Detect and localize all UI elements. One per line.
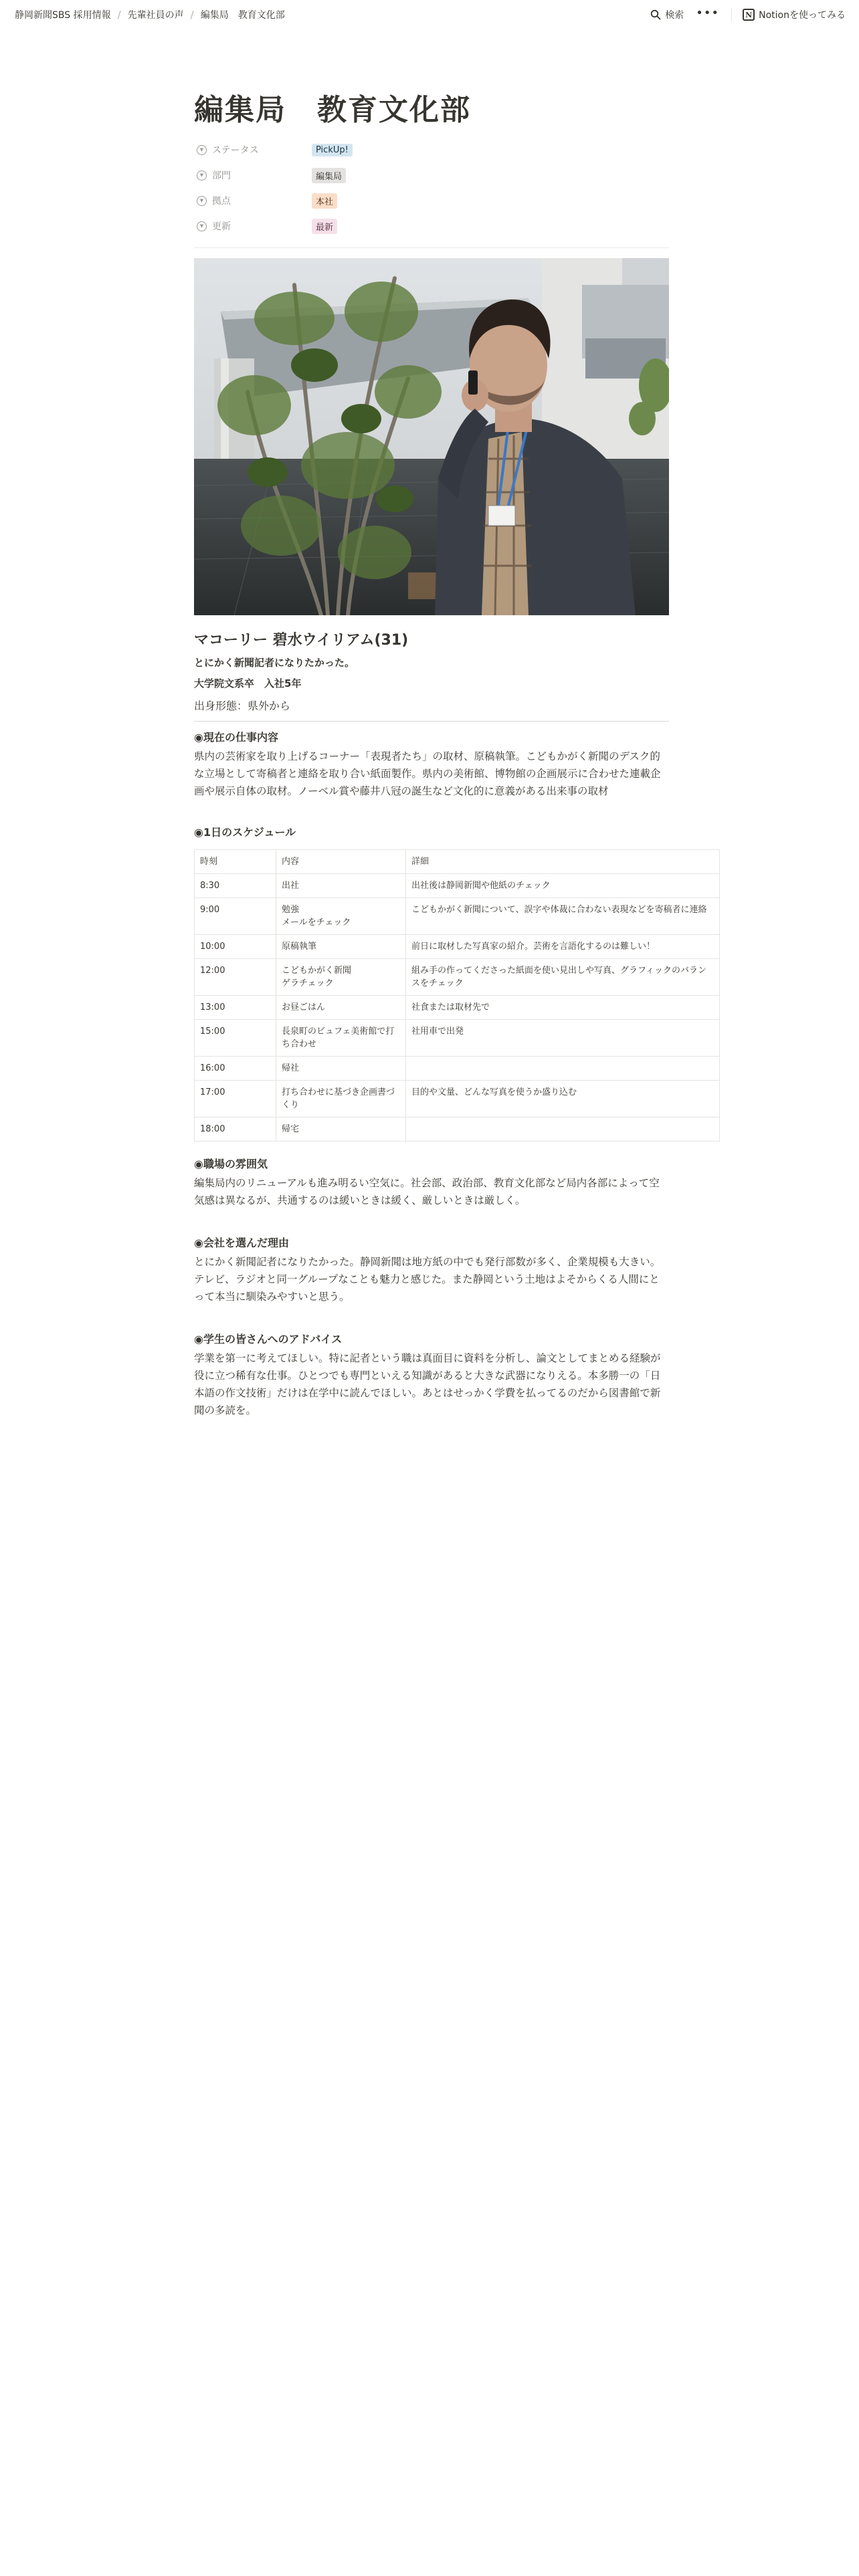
select-property-icon: ▼ — [197, 145, 207, 155]
section-heading-current-work: ◉現在の仕事内容 — [194, 731, 278, 744]
table-row-cell: 打ち合わせに基づき企画書づくり — [276, 1081, 406, 1117]
divider — [194, 721, 669, 722]
top-bar — [0, 0, 859, 29]
search-icon — [650, 9, 661, 20]
table-row-cell: お昼ごはん — [276, 996, 406, 1020]
notion-logo-icon: N — [743, 9, 755, 21]
table-row-cell: 出社後は静岡新聞や他紙のチェック — [406, 874, 720, 898]
property-status[interactable] — [194, 137, 669, 163]
breadcrumb — [12, 7, 288, 23]
profile-name: マコーリー 碧水ウイリアム(31) — [194, 632, 409, 649]
table-row-cell: 12:00 — [195, 959, 276, 996]
table-row-cell: 13:00 — [195, 996, 276, 1020]
more-options-button[interactable]: ••• — [696, 6, 720, 20]
schedule-table — [194, 849, 720, 1142]
page-properties — [194, 137, 669, 239]
select-property-icon: ▼ — [197, 171, 207, 181]
department-tag: 編集局 — [312, 168, 346, 183]
property-department-name — [194, 169, 312, 182]
page-title: 編集局 教育文化部 — [194, 93, 471, 127]
property-status-name — [194, 143, 312, 156]
table-row-cell: 帰社 — [276, 1057, 406, 1081]
section-heading-schedule: ◉1日のスケジュール — [194, 826, 296, 839]
breadcrumb-item-voices[interactable]: 先輩社員の声 — [127, 10, 184, 21]
profile-photo — [194, 258, 669, 615]
breadcrumb-item-recruit[interactable]: 静岡新聞SBS 採用情報 — [15, 10, 111, 21]
table-row-cell: 8:30 — [195, 874, 276, 898]
profile-tagline: とにかく新聞記者になりたかった。 — [194, 657, 355, 669]
table-row-cell: 10:00 — [195, 935, 276, 959]
table-row-cell: 社食または取材先で — [406, 996, 720, 1020]
profile-career: 大学院文系卒 入社5年 — [194, 677, 302, 689]
property-updated[interactable] — [194, 213, 669, 239]
breadcrumb-separator: / — [190, 9, 194, 21]
table-row-cell: 17:00 — [195, 1081, 276, 1117]
property-status-label: ステータス — [212, 145, 259, 156]
topbar-actions — [645, 5, 851, 24]
section-heading-atmosphere: ◉職場の雰囲気 — [194, 1158, 268, 1170]
table-row — [195, 959, 720, 996]
table-row-cell: 前日に取材した写真家の紹介。芸術を言語化するのは難しい！ — [406, 935, 720, 959]
try-notion-label: Notionを使ってみる — [759, 10, 846, 21]
property-updated-label: 更新 — [212, 221, 231, 232]
table-row — [195, 996, 720, 1020]
table-row-cell: 原稿執筆 — [276, 935, 406, 959]
table-row-cell: 9:00 — [195, 898, 276, 935]
profile-origin: 出身形態：県外から — [194, 700, 291, 712]
section-body-reason: とにかく新聞記者になりたかった。静岡新聞は地方紙の中でも発行部数が多く、企業規模も大きい。テレビ、ラジオと同一グループなことも魅力と感じた。また静岡という土地はよそからくる人間にとって本当に馴染みやすいと思う。 — [194, 1256, 661, 1303]
divider — [194, 247, 669, 248]
table-header-row-cell: 詳細 — [406, 850, 720, 874]
table-header-row-cell: 時刻 — [195, 850, 276, 874]
try-notion-button[interactable] — [737, 5, 851, 24]
section-body-advice: 学業を第一に考えてほしい。特に記者という職は真面目に資料を分析し、論文としてまとめる経験が役に立つ稀有な仕事。ひとつでも専門といえる知識があると大きな武器になりえる。本多勝一の「日本語の作文技術」だけは在学中に読んでほしい。あとはせっかく学費を払ってるのだから図書館で新聞の多読を。 — [194, 1352, 661, 1416]
select-property-icon: ▼ — [197, 196, 207, 206]
breadcrumb-item-current[interactable]: 編集局 教育文化部 — [200, 10, 285, 21]
table-row — [195, 1057, 720, 1081]
table-row — [195, 874, 720, 898]
location-tag: 本社 — [312, 193, 337, 209]
table-row — [195, 935, 720, 959]
table-row-cell: 出社 — [276, 874, 406, 898]
table-row-cell: 18:00 — [195, 1117, 276, 1142]
table-row-cell — [406, 1117, 720, 1142]
table-row-cell: 帰宅 — [276, 1117, 406, 1142]
search-button[interactable] — [645, 5, 689, 24]
section-heading-advice: ◉学生の皆さんへのアドバイス — [194, 1333, 343, 1346]
property-location-label: 拠点 — [212, 196, 231, 207]
table-row-cell: こどもかがく新聞 ゲラチェック — [276, 959, 406, 996]
updated-tag: 最新 — [312, 219, 337, 234]
property-location-name — [194, 194, 312, 207]
section-body-current-work: 県内の芸術家を取り上げるコーナー「表現者たち」の取材、原稿執筆。こどもかがく新聞のデスク的な立場として寄稿者と連絡を取り合い紙面製作。県内の美術館、博物館の企画展示に合わせた連載企画や展示自体の取材。ノーベル賞や藤井八冠の誕生など文化的に意義がある出来事の取材 — [194, 750, 661, 797]
search-label: 検索 — [665, 10, 684, 21]
table-row-cell: こどもかがく新聞について、誤字や体裁に合わない表現などを寄稿者に連絡 — [406, 898, 720, 935]
table-row-cell: 組み手の作ってくださった紙面を使い見出しや写真、グラフィックのバランスをチェック — [406, 959, 720, 996]
breadcrumb-separator: / — [117, 9, 121, 21]
table-row-cell: 15:00 — [195, 1020, 276, 1057]
table-header-row-cell: 内容 — [276, 850, 406, 874]
table-header-row — [195, 850, 720, 874]
table-row-cell — [406, 1057, 720, 1081]
topbar-divider — [731, 8, 732, 21]
table-row — [195, 1081, 720, 1117]
select-property-icon: ▼ — [197, 221, 207, 231]
table-row — [195, 1117, 720, 1142]
table-row-cell: 勉強 メールをチェック — [276, 898, 406, 935]
property-location[interactable] — [194, 188, 669, 213]
table-row — [195, 1020, 720, 1057]
table-row-cell: 目的や文量、どんな写真を使うか盛り込む — [406, 1081, 720, 1117]
status-tag: PickUp! — [312, 144, 353, 156]
table-row — [195, 898, 720, 935]
section-heading-reason: ◉会社を選んだ理由 — [194, 1237, 289, 1249]
table-row-cell: 16:00 — [195, 1057, 276, 1081]
table-row-cell: 社用車で出発 — [406, 1020, 720, 1057]
property-department[interactable] — [194, 163, 669, 188]
property-updated-name — [194, 219, 312, 233]
section-body-atmosphere: 編集局内のリニューアルも進み明るい空気に。社会部、政治部、教育文化部など局内各部によって空気感は異なるが、共通するのは緩いときは緩く、厳しいときは厳しく。 — [194, 1177, 660, 1206]
property-department-label: 部門 — [212, 171, 231, 181]
table-row-cell: 長泉町のビュフェ美術館で打ち合わせ — [276, 1020, 406, 1057]
